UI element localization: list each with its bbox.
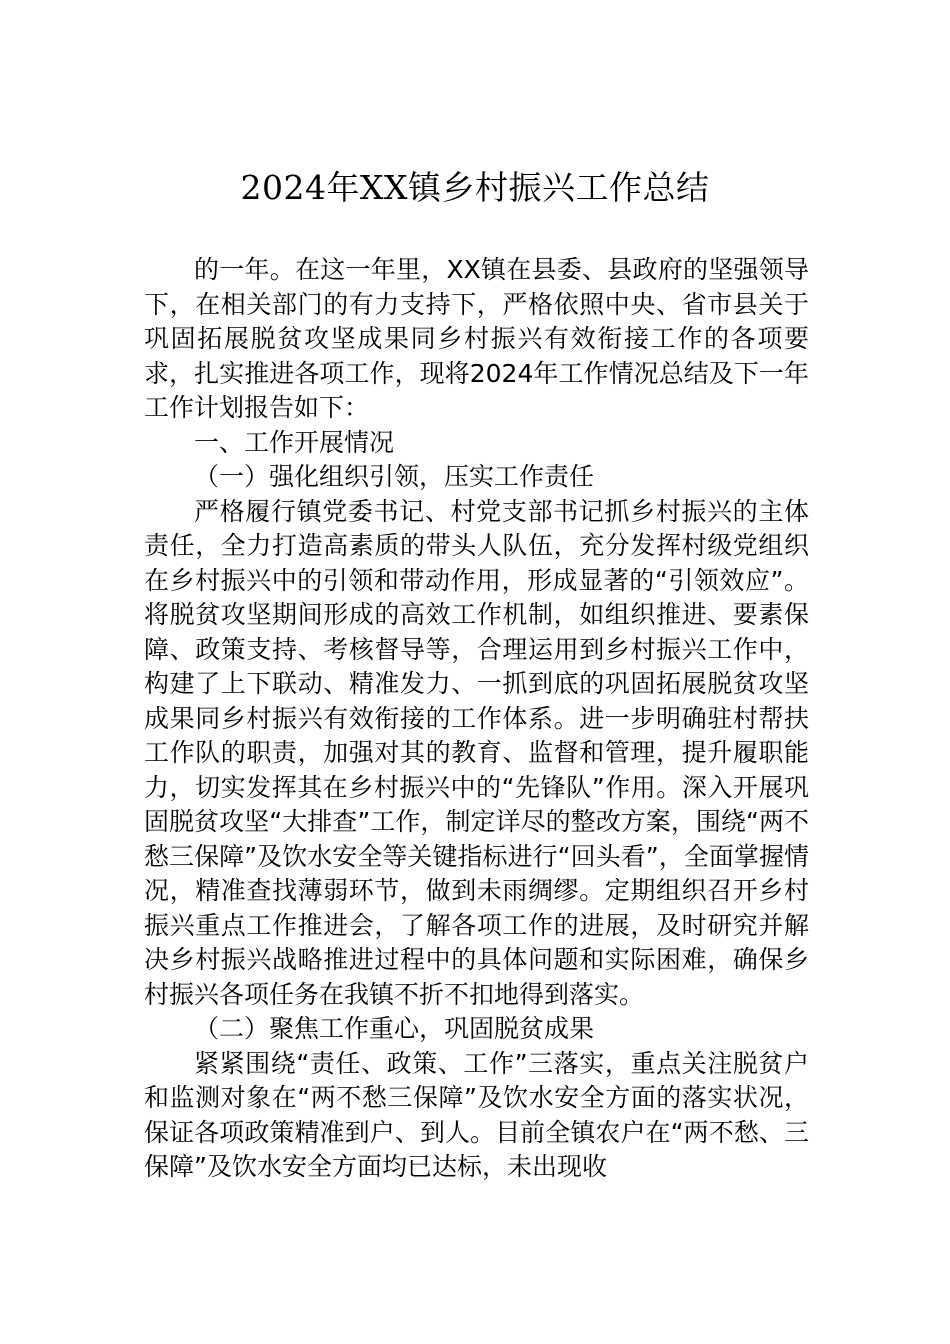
- subsection-heading: （二）聚焦工作重心，巩固脱贫成果: [194, 1014, 595, 1043]
- document-body: [144, 253, 809, 1185]
- section-heading: 一、工作开展情况: [194, 427, 395, 457]
- document-title: 2024年XX镇乡村振兴工作总结: [240, 168, 710, 207]
- paragraph-intro: 的一年。在这一年里，XX镇在县委、县政府的坚强领导下，在相关部门的有力支持下，严格依照中央、省市县关于巩固拓展脱贫攻坚成果同乡村振兴有效衔接工作的各项要求，扎实推进各项工作，现将2024年工作情况总结及下一年工作计划报告如下：: [144, 255, 809, 422]
- paragraph-body: 紧紧围绕“责任、政策、工作”三落实，重点关注脱贫户和监测对象在“两不愁三保障”及饮水安全方面的落实状况，保证各项政策精准到户、到人。目前全镇农户在“两不愁、三保障”及饮水安全方面均已达标，未出现收: [144, 1048, 809, 1181]
- subsection-heading: （一）强化组织引领，压实工作责任: [194, 462, 595, 491]
- paragraph-body: 严格履行镇党委书记、村党支部书记抓乡村振兴的主体责任，全力打造高素质的带头人队伍，充分发挥村级党组织在乡村振兴中的引领和带动作用，形成显著的“引领效应”。将脱贫攻坚期间形成的高效工作机制，如组织推进、要素保障、政策支持、考核督导等，合理运用到乡村振兴工作中，构建了上下联动、精准发力、一抓到底的巩固拓展脱贫攻坚成果同乡村振兴有效衔接的工作体系。进一步明确驻村帮扶工作队的职责，加强对其的教育、监督和管理，提升履职能力，切实发挥其在乡村振兴中的“先锋队”作用。深入开展巩固脱贫攻坚“大排查”工作，制定详尽的整改方案，围绕“两不愁三保障”及饮水安全等关键指标进行“回头看”，全面掌握情况，精准查找薄弱环节，做到未雨绸缪。定期组织召开乡村振兴重点工作推进会，了解各项工作的进展，及时研究并解决乡村振兴战略推进过程中的具体问题和实际困难，确保乡村振兴各项任务在我镇不折不扣地得到落实。: [144, 496, 809, 1009]
